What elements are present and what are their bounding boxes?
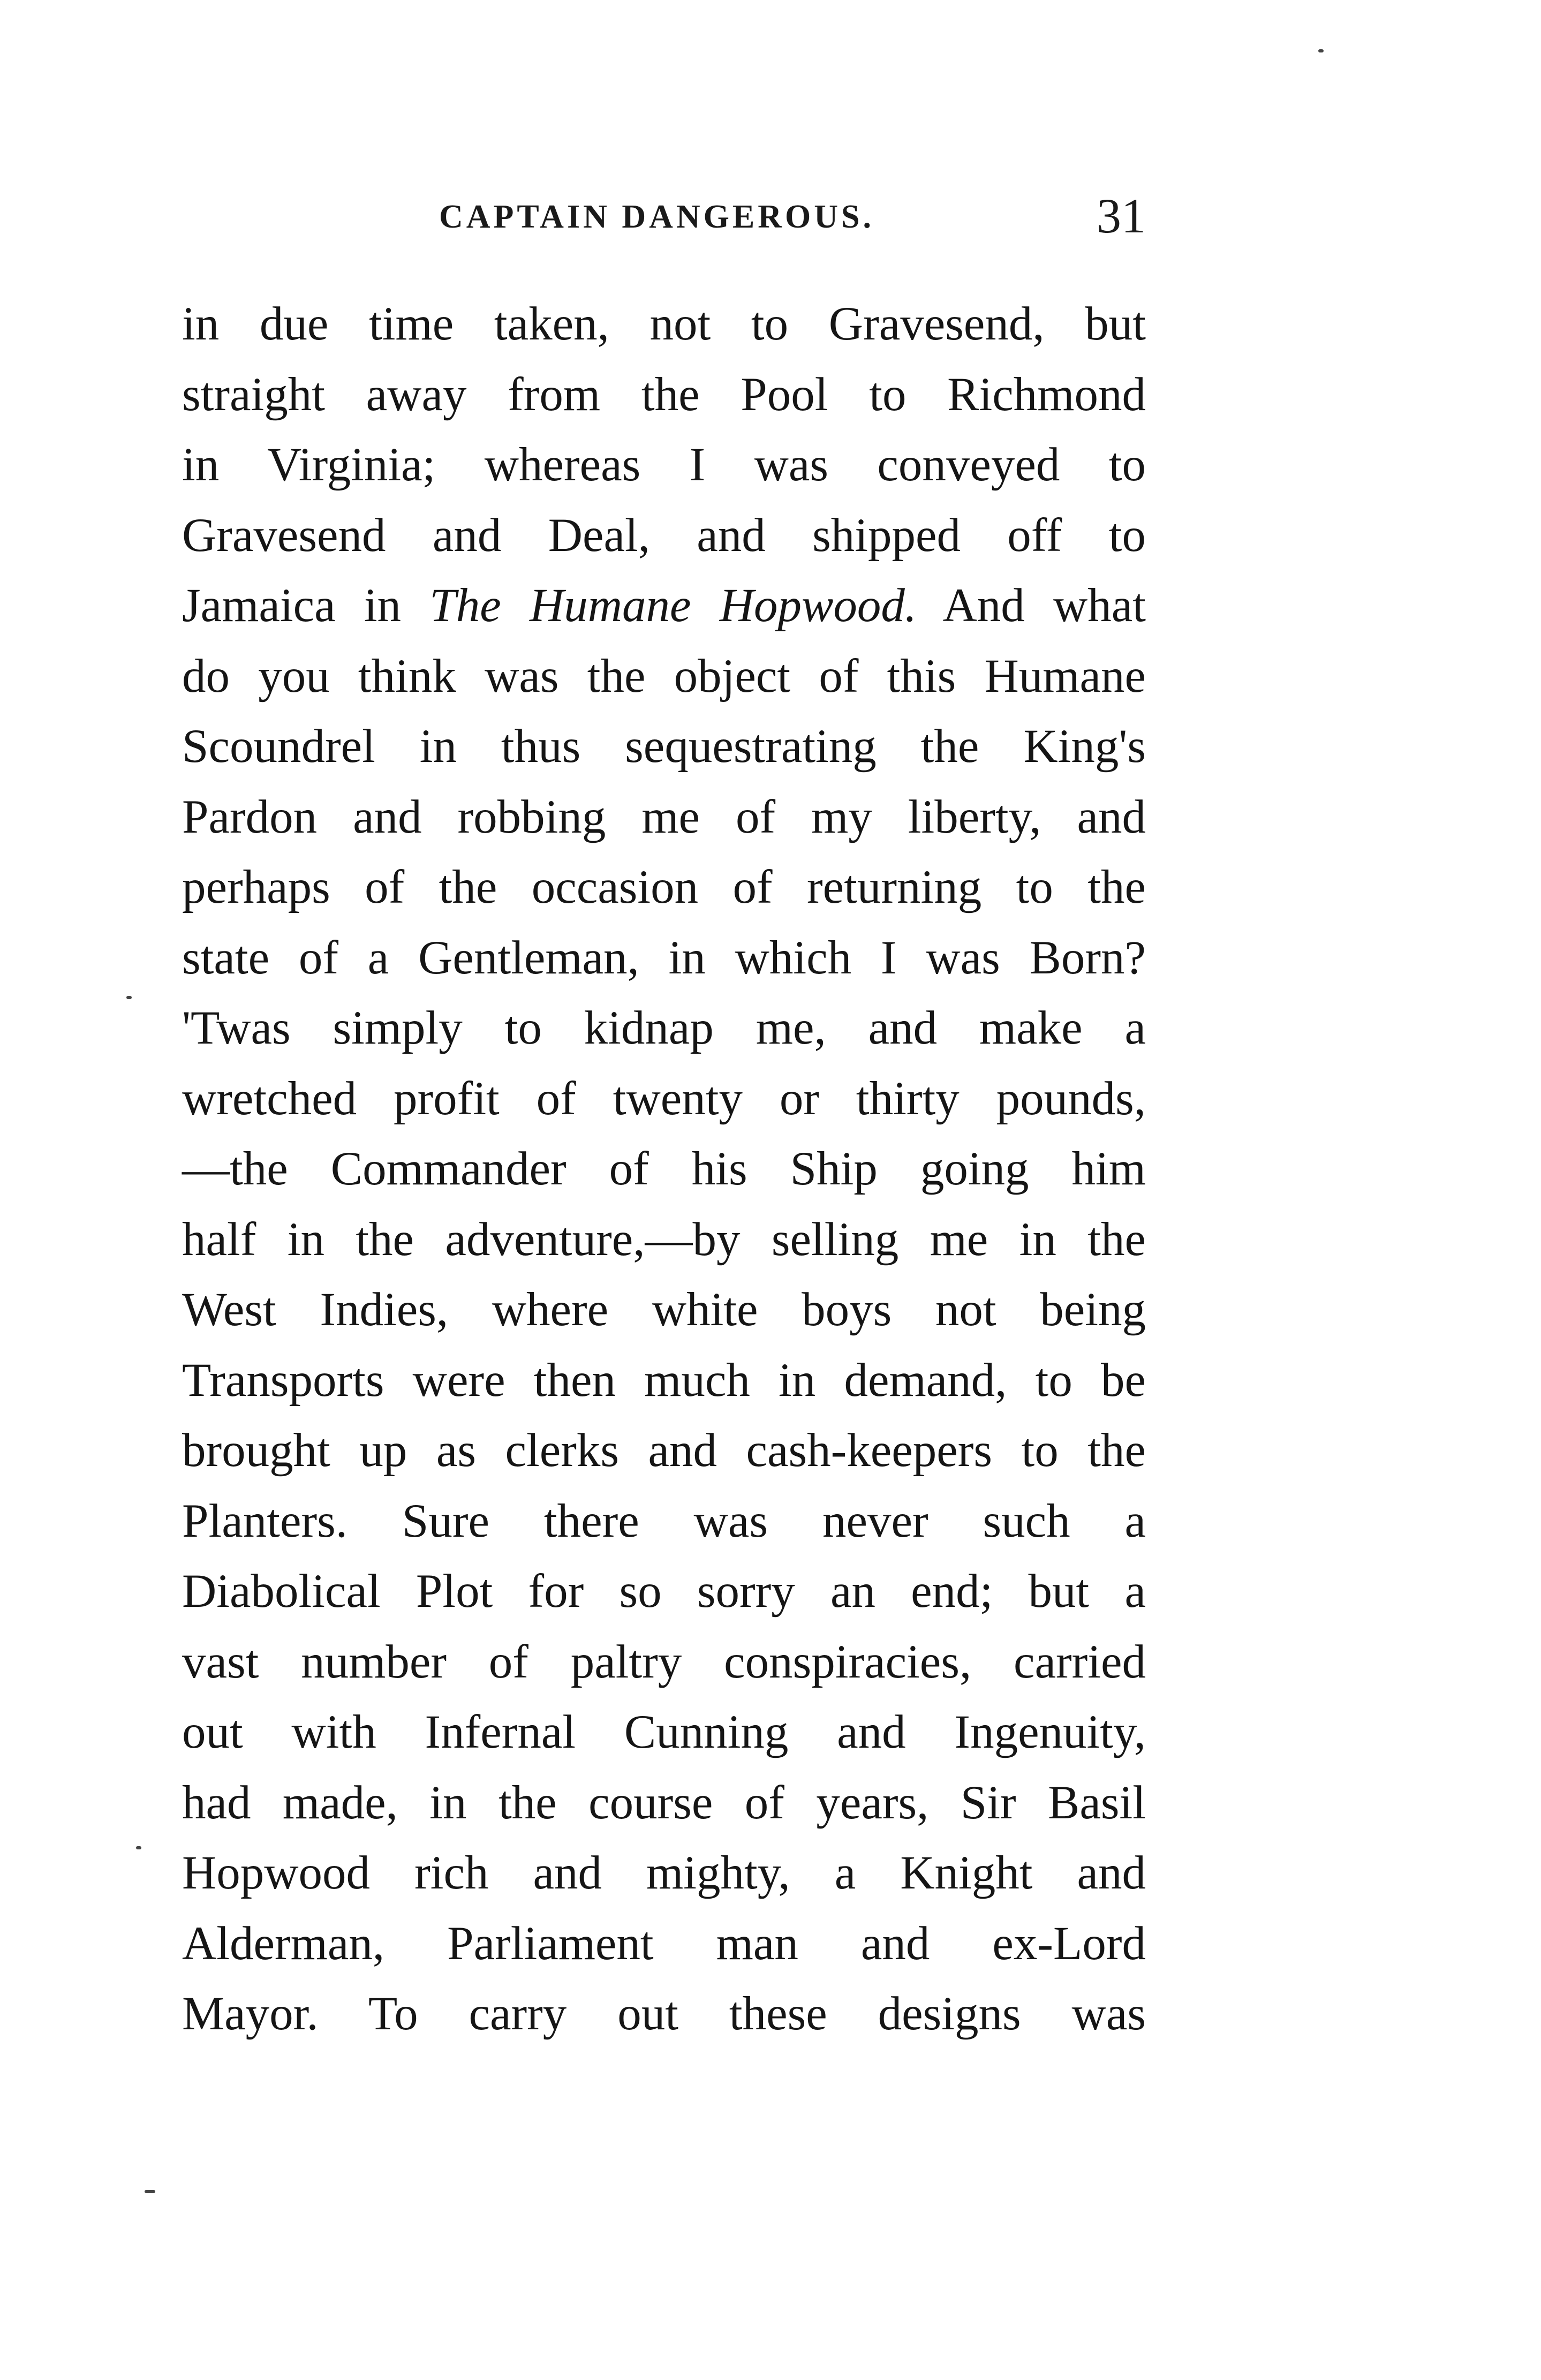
- text-line-roman: in Virginia; whereas I was conveyed to: [182, 439, 1146, 491]
- print-speck: [126, 996, 132, 999]
- text-line-roman: Hopwood rich and mighty, a Knight and: [182, 1847, 1146, 1899]
- text-line-roman: Scoundrel in thus sequestrating the King's: [182, 720, 1146, 773]
- text-line: [182, 1275, 1146, 1346]
- text-line-roman: Planters. Sure there was never such a: [182, 1494, 1146, 1547]
- text-line-roman: state of a Gentleman, in which I was Born?: [182, 931, 1146, 984]
- text-line: [182, 712, 1146, 782]
- text-line-roman: —the Commander of his Ship going him: [182, 1143, 1146, 1195]
- text-line: [182, 1838, 1146, 1909]
- text-line: [182, 1768, 1146, 1839]
- text-line: [182, 1346, 1146, 1416]
- text-line-roman: West Indies, where white boys not being: [182, 1283, 1146, 1336]
- page-number: 31: [1097, 188, 1146, 243]
- text-line-roman: Gravesend and Deal, and shipped off to: [182, 509, 1146, 562]
- text-line: [182, 641, 1146, 712]
- text-line-roman: Mayor. To carry out these designs was: [182, 1988, 1146, 2040]
- text-line: [182, 1486, 1146, 1557]
- text-line-roman: perhaps of the occasion of returning to the: [182, 861, 1146, 913]
- text-line: [182, 1416, 1146, 1486]
- text-line: [182, 1205, 1146, 1275]
- text-line-roman: Transports were then much in demand, to be: [182, 1354, 1146, 1407]
- text-line: [182, 993, 1146, 1064]
- text-line: [182, 1909, 1146, 1979]
- text-line-roman: wretched profit of twenty or thirty pounds,: [182, 1072, 1146, 1125]
- text-line: [182, 923, 1146, 994]
- text-line: [182, 782, 1146, 853]
- text-line: [182, 571, 1146, 641]
- text-line-roman-tail: And what: [917, 579, 1146, 632]
- text-line-roman: do you think was the object of this Humane: [182, 649, 1146, 702]
- text-line-italic: The Humane Hopwood.: [429, 579, 917, 632]
- text-line-roman: had made, in the course of years, Sir Basil: [182, 1776, 1146, 1829]
- text-line: [182, 1134, 1146, 1205]
- text-line-roman: half in the adventure,—by selling me in the: [182, 1213, 1146, 1266]
- text-line-roman: brought up as clerks and cash-keepers to the: [182, 1424, 1146, 1477]
- text-line-roman: Pardon and robbing me of my liberty, and: [182, 790, 1146, 843]
- text-line-roman: out with Infernal Cunning and Ingenuity,: [182, 1706, 1146, 1758]
- print-speck: [136, 1846, 141, 1849]
- text-line-roman: Jamaica in: [182, 579, 430, 632]
- running-title: CAPTAIN DANGEROUS.: [439, 199, 875, 235]
- print-speck: [145, 2190, 155, 2193]
- text-line: [182, 1557, 1146, 1627]
- text-line: [182, 1627, 1146, 1698]
- text-line: [182, 289, 1146, 360]
- text-line: [182, 852, 1146, 923]
- running-head: [182, 187, 1146, 252]
- text-line-roman: in due time taken, not to Gravesend, but: [182, 298, 1146, 350]
- text-line-roman: straight away from the Pool to Richmond: [182, 368, 1146, 421]
- text-line: [182, 430, 1146, 501]
- text-line: [182, 1697, 1146, 1768]
- text-line: [182, 1979, 1146, 2050]
- text-line: [182, 360, 1146, 430]
- print-speck: [1318, 49, 1324, 52]
- text-line-roman: Alderman, Parliament man and ex-Lord: [182, 1917, 1146, 1970]
- text-line: [182, 1064, 1146, 1135]
- text-line-roman: vast number of paltry conspiracies, carried: [182, 1635, 1146, 1688]
- text-line: [182, 501, 1146, 571]
- text-line-roman: 'Twas simply to kidnap me, and make a: [182, 1002, 1146, 1054]
- text-line-roman: Diabolical Plot for so sorry an end; but a: [182, 1565, 1146, 1618]
- body-text: [182, 289, 1146, 2050]
